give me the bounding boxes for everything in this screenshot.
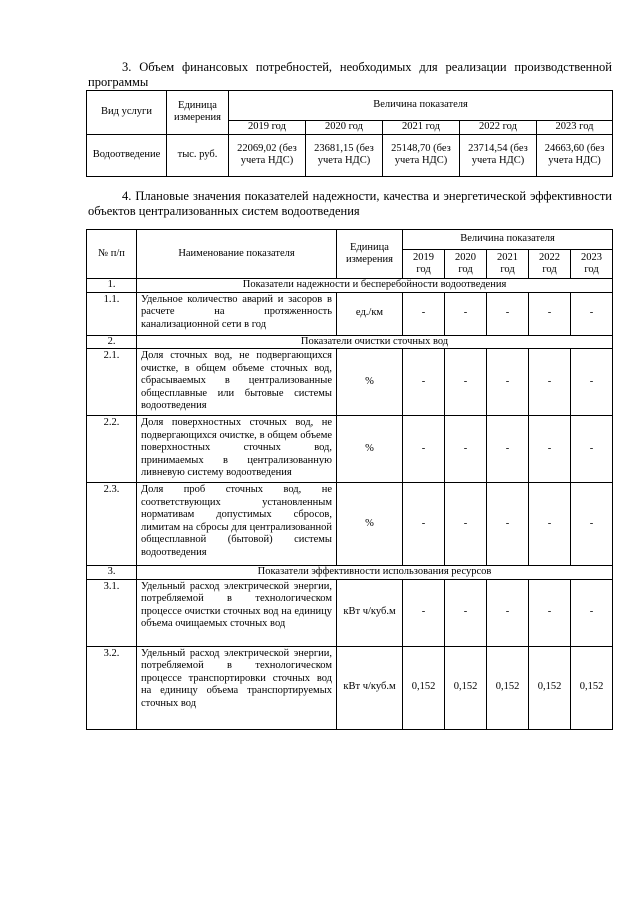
row-value: 0,152 <box>445 646 487 729</box>
row-value: - <box>529 483 571 566</box>
row-value: - <box>529 349 571 416</box>
row-value: - <box>445 292 487 335</box>
header-value: Величина показателя <box>403 230 613 250</box>
row-value: 0,152 <box>403 646 445 729</box>
section-title: Показатели эффективности использования ресурсов <box>137 566 613 580</box>
row-value: - <box>487 349 529 416</box>
row-value: - <box>529 292 571 335</box>
header-year: 2020 год <box>445 250 487 279</box>
header-unit: Единица измерения <box>167 91 229 135</box>
header-unit: Единица измерения <box>337 230 403 279</box>
row-unit: % <box>337 349 403 416</box>
header-year: 2021 год <box>487 250 529 279</box>
row-value: - <box>445 483 487 566</box>
section-row <box>87 566 613 580</box>
row-name: Доля сточных вод, не подвергающихся очистке, в общем объеме сточных вод, сбрасываемых в централизованные общесплавные или бытовые системы водоотведения <box>137 349 337 416</box>
row-value: - <box>487 483 529 566</box>
row-value: - <box>445 579 487 646</box>
row-value: - <box>571 416 613 483</box>
section-num: 1. <box>87 279 137 293</box>
header-year: 2023 год <box>537 121 613 135</box>
table-row <box>87 579 613 646</box>
row-value: 0,152 <box>571 646 613 729</box>
section-row <box>87 279 613 293</box>
section-num: 3. <box>87 566 137 580</box>
row-num: 3.1. <box>87 579 137 646</box>
row-value: - <box>403 416 445 483</box>
value-cell: 23714,54 (без учета НДС) <box>460 134 537 176</box>
table-row <box>87 349 613 416</box>
section-4-heading: 4. Плановые значения показателей надежности, качества и энергетической эффективности объектов централизованных систем водоотведения <box>88 189 612 218</box>
table-row <box>87 292 613 335</box>
row-value: - <box>529 579 571 646</box>
section-row <box>87 335 613 349</box>
row-value: - <box>571 292 613 335</box>
header-year: 2019 год <box>229 121 306 135</box>
row-unit: кВт ч/куб.м <box>337 579 403 646</box>
header-name: Наименование показателя <box>137 230 337 279</box>
row-unit: % <box>337 416 403 483</box>
table-row <box>87 646 613 729</box>
row-value: - <box>403 579 445 646</box>
row-value: - <box>403 349 445 416</box>
header-value: Величина показателя <box>229 91 613 121</box>
header-year: 2022 год <box>529 250 571 279</box>
row-unit: кВт ч/куб.м <box>337 646 403 729</box>
section-title: Показатели очистки сточных вод <box>137 335 613 349</box>
section-title: Показатели надежности и бесперебойности водоотведения <box>137 279 613 293</box>
table-row <box>87 416 613 483</box>
value-cell: 24663,60 (без учета НДС) <box>537 134 613 176</box>
row-name: Доля проб сточных вод, не соответствующих установленным нормативам допустимых сбросов, лимитам на сбросы для централизованной общесплавной (бытовой) системы водоотведения <box>137 483 337 566</box>
row-name: Удельное количество аварий и засоров в расчете на протяженность канализационной сети в год <box>137 292 337 335</box>
row-value: - <box>571 579 613 646</box>
header-num: № п/п <box>87 230 137 279</box>
row-value: - <box>529 416 571 483</box>
header-year: 2020 год <box>306 121 383 135</box>
header-year: 2019 год <box>403 250 445 279</box>
value-cell: 22069,02 (без учета НДС) <box>229 134 306 176</box>
header-service: Вид услуги <box>87 91 167 135</box>
section-num: 2. <box>87 335 137 349</box>
row-num: 2.1. <box>87 349 137 416</box>
header-year: 2021 год <box>383 121 460 135</box>
row-value: 0,152 <box>529 646 571 729</box>
row-name: Удельный расход электрической энергии, потребляемой в технологическом процессе очистки сточных вод на единицу объема очищаемых сточных вод <box>137 579 337 646</box>
header-year: 2023 год <box>571 250 613 279</box>
section-3-heading: 3. Объем финансовых потребностей, необходимых для реализации производственной программы <box>88 60 612 89</box>
row-value: - <box>445 416 487 483</box>
row-name: Доля поверхностных сточных вод, не подвергающихся очистке, в общем объеме поверхностных сточных вод, принимаемых в централизованную ливневую систему водоотведения <box>137 416 337 483</box>
row-unit: % <box>337 483 403 566</box>
row-value: - <box>445 349 487 416</box>
financial-needs-table <box>86 90 613 177</box>
unit-cell: тыс. руб. <box>167 134 229 176</box>
row-value: - <box>571 349 613 416</box>
row-num: 1.1. <box>87 292 137 335</box>
value-cell: 25148,70 (без учета НДС) <box>383 134 460 176</box>
row-value: - <box>403 483 445 566</box>
indicators-table <box>86 229 613 730</box>
row-num: 2.3. <box>87 483 137 566</box>
row-value: - <box>487 579 529 646</box>
row-unit: ед./км <box>337 292 403 335</box>
row-num: 3.2. <box>87 646 137 729</box>
table-row <box>87 134 613 176</box>
row-value: - <box>571 483 613 566</box>
row-value: - <box>403 292 445 335</box>
row-value: 0,152 <box>487 646 529 729</box>
row-value: - <box>487 292 529 335</box>
row-name: Удельный расход электрической энергии, потребляемой в технологическом процессе транспортировки сточных вод на единицу объема транспортируемых сточных вод <box>137 646 337 729</box>
table-row <box>87 483 613 566</box>
service-cell: Водоотведение <box>87 134 167 176</box>
row-value: - <box>487 416 529 483</box>
value-cell: 23681,15 (без учета НДС) <box>306 134 383 176</box>
row-num: 2.2. <box>87 416 137 483</box>
header-year: 2022 год <box>460 121 537 135</box>
